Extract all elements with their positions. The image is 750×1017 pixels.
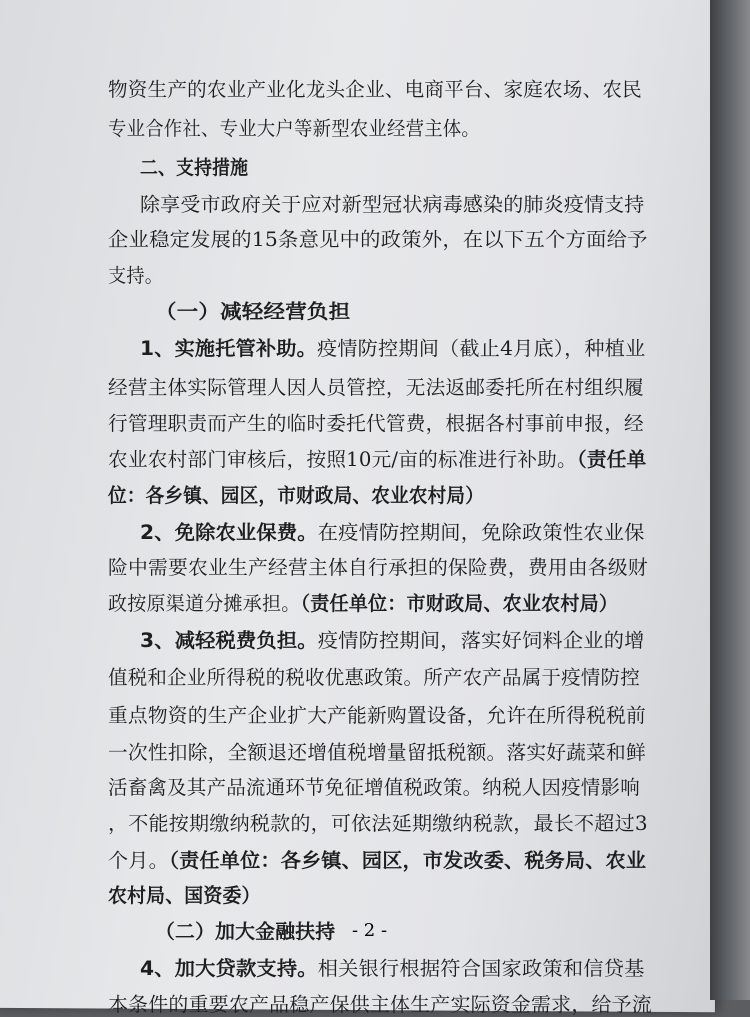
text-segment: 支持。 — [108, 264, 164, 287]
text-line — [108, 480, 484, 508]
text-line — [108, 444, 646, 472]
text-line — [108, 700, 646, 728]
text-line — [140, 953, 645, 981]
text-segment: 物资生产的农业产业化龙头企业、电商平台、家庭农场、农民 — [108, 78, 642, 101]
text-segment: 疫情防控期间（截止4月底），种植业 — [316, 337, 646, 360]
text-segment: 政按原渠道分摊承担。 — [108, 592, 301, 615]
text-segment: 企业稳定发展的15条意见中的政策外，在以下五个方面给予 — [108, 228, 648, 251]
text-line — [140, 625, 645, 653]
bold-text-segment: 位：各乡镇、园区，市财政局、农业农村局） — [108, 484, 485, 507]
bold-text-segment: 2、免除农业保费。 — [140, 521, 318, 544]
text-line — [108, 588, 618, 616]
text-line — [108, 772, 640, 800]
text-line — [140, 189, 645, 217]
text-line — [108, 989, 652, 1017]
text-segment: ，不能按期缴纳税款的，可依法延期缴纳税款，最长不超过3 — [108, 812, 648, 835]
text-line — [108, 74, 642, 102]
text-line — [108, 113, 480, 141]
text-line — [108, 372, 644, 400]
text-line — [108, 880, 261, 908]
text-segment: 险中需要农业生产经营主体自行承担的保险费，费用由各级财 — [108, 556, 648, 579]
bold-text-segment: 3、减轻税费负担。 — [140, 629, 318, 652]
bold-text-segment: （二）加大金融扶持 — [155, 920, 336, 943]
text-line — [108, 552, 648, 580]
text-segment: 活畜禽及其产品流通环节免征增值税政策。纳税人因疫情影响 — [108, 776, 640, 799]
bold-text-segment: 1、实施托管补助。 — [140, 337, 317, 360]
text-line — [140, 517, 645, 545]
bold-text-segment: （责任单 — [576, 448, 647, 471]
bold-text-segment: （责任单位：市财政局、农业农村局） — [300, 592, 619, 615]
text-line — [155, 296, 350, 324]
bold-text-segment: （责任单位：各乡镇、园区，市发改委、税务局、农业 — [168, 849, 647, 872]
text-segment: 经营主体实际管理人因人员管控，无法返邮委托所在村组织履 — [108, 376, 644, 399]
text-segment: 专业合作社、专业大户等新型农业经营主体。 — [108, 117, 481, 140]
text-line — [108, 260, 163, 288]
text-segment: 个月。 — [108, 849, 169, 872]
bold-text-segment: （一）减轻经营负担 — [155, 300, 351, 323]
text-line — [108, 808, 648, 836]
text-line — [155, 916, 335, 944]
text-segment: 本条件的重要农产品稳产保供主体生产实际资金需求，给予流 — [108, 993, 652, 1016]
text-line — [140, 333, 645, 361]
text-segment: 除享受市政府关于应对新型冠状病毒感染的肺炎疫情支持 — [140, 193, 645, 216]
text-line — [108, 737, 646, 765]
text-line — [140, 152, 248, 180]
text-line — [108, 662, 640, 690]
page-number: - 2 - — [352, 920, 388, 941]
text-segment: 重点物资的生产企业扩大产能新购置设备，允许在所得税税前 — [108, 704, 646, 727]
text-segment: 相关银行根据符合国家政策和信贷基 — [317, 957, 645, 980]
text-line — [108, 224, 648, 252]
text-line — [108, 408, 644, 436]
text-segment: 行管理职责而产生的临时委托代管费，根据各村事前申报，经 — [108, 412, 644, 435]
text-segment: 值税和企业所得税的税收优惠政策。所产农产品属于疫情防控 — [108, 666, 640, 689]
bold-text-segment: 二、支持措施 — [140, 156, 249, 179]
text-segment: 在疫情防控期间，免除政策性农业保 — [317, 521, 645, 544]
text-segment: 一次性扣除，全额退还增值税增量留抵税额。落实好蔬菜和鲜 — [108, 741, 646, 764]
text-segment: 疫情防控期间，落实好饲料企业的增 — [317, 629, 645, 652]
text-line — [108, 845, 646, 873]
text-segment: 农业农村部门审核后，按照10元/亩的标准进行补助。 — [108, 448, 577, 471]
bold-text-segment: 农村局、国资委） — [108, 884, 261, 907]
bold-text-segment: 4、加大贷款支持。 — [140, 957, 318, 980]
